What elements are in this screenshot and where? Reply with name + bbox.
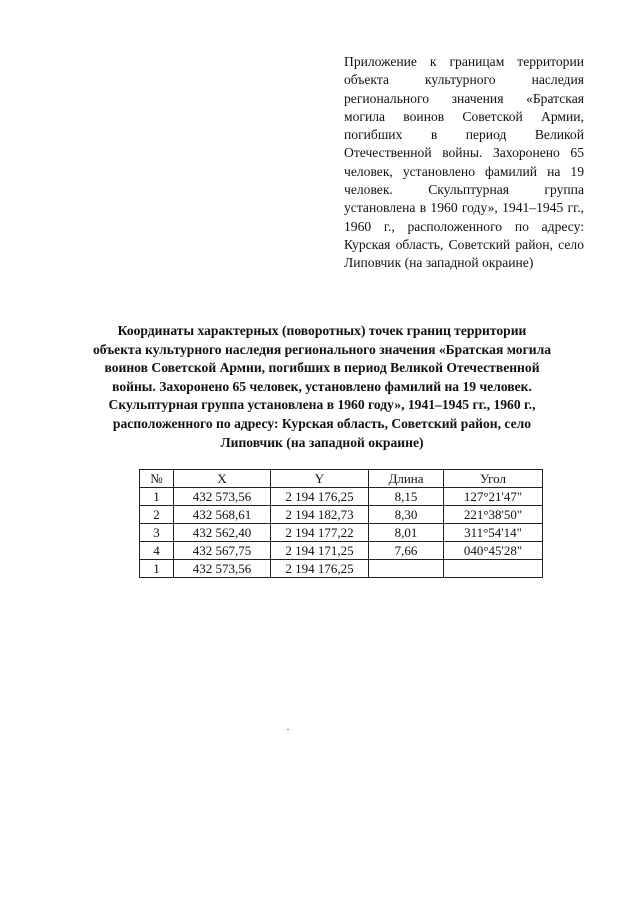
header-number: № [140, 470, 174, 488]
cell-x: 432 567,75 [174, 542, 271, 560]
table-header-row [140, 470, 543, 488]
header-angle: Угол [444, 470, 543, 488]
cell-angle: 311°54'14" [444, 524, 543, 542]
cell-angle: 127°21'47" [444, 488, 543, 506]
cell-number: 1 [140, 560, 174, 578]
cell-y: 2 194 182,73 [271, 506, 369, 524]
cell-angle [444, 560, 543, 578]
cell-y: 2 194 176,25 [271, 560, 369, 578]
header-length: Длина [369, 470, 444, 488]
cell-y: 2 194 177,22 [271, 524, 369, 542]
table-row [140, 542, 543, 560]
table-row [140, 488, 543, 506]
cell-length: 8,30 [369, 506, 444, 524]
cell-x: 432 568,61 [174, 506, 271, 524]
cell-number: 3 [140, 524, 174, 542]
table-row [140, 524, 543, 542]
cell-angle: 040°45'28" [444, 542, 543, 560]
header-x: X [174, 470, 271, 488]
cell-number: 4 [140, 542, 174, 560]
cell-x: 432 562,40 [174, 524, 271, 542]
table-row [140, 506, 543, 524]
cell-number: 2 [140, 506, 174, 524]
cell-y: 2 194 171,25 [271, 542, 369, 560]
cell-number: 1 [140, 488, 174, 506]
header-y: Y [271, 470, 369, 488]
cell-angle: 221°38'50" [444, 506, 543, 524]
appendix-note: Приложение к границам территории объекта культурного наследия регионального значения «Братская могила воинов Советской Армии, погибших в период Великой Отечественной войны. Захоронено 65 человек, установлено фамилий на 19 человек. Скульптурная группа установлена в 1960 году», 1941–1945 гг., 1960 г., расположенного по адресу: Курская область, Советский район, село Липовчик (на западной окраине) [344, 54, 584, 271]
cell-y: 2 194 176,25 [271, 488, 369, 506]
cell-length: 8,01 [369, 524, 444, 542]
table-row [140, 560, 543, 578]
scan-mark [287, 729, 289, 730]
cell-length [369, 560, 444, 578]
coordinates-heading: Координаты характерных (поворотных) точек границ территории объекта культурного наследия регионального значения «Братская могила воинов Советской Армии, погибших в период Великой Отечественной войны. Захоронено 65 человек, установлено фамилий на 19 человек. Скульптурная группа установлена в 1960 году», 1941–1945 гг., 1960 г., расположенного по адресу: Курская область, Советский район, село Липовчик (на западной окраине) [92, 323, 552, 450]
cell-x: 432 573,56 [174, 488, 271, 506]
coordinates-table [139, 469, 543, 578]
cell-length: 8,15 [369, 488, 444, 506]
cell-x: 432 573,56 [174, 560, 271, 578]
cell-length: 7,66 [369, 542, 444, 560]
